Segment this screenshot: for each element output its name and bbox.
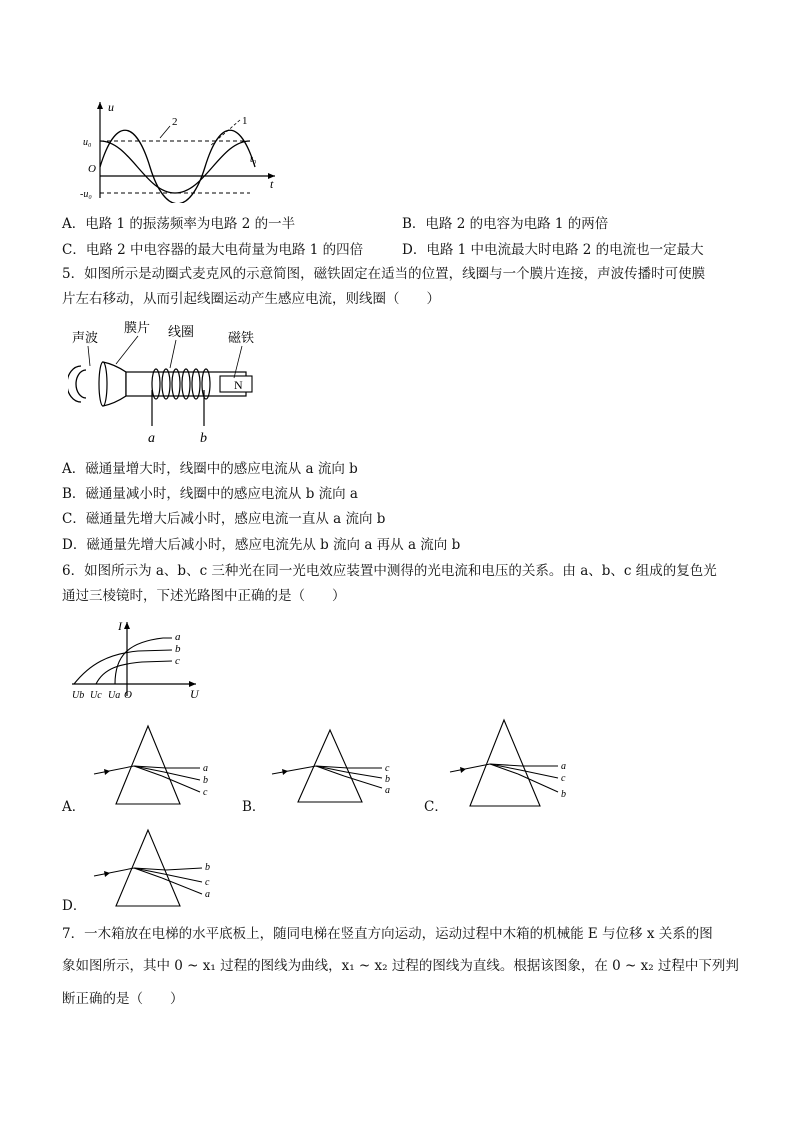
curve-1	[100, 141, 250, 193]
q5-stem-line2: 片左右移动，从而引起线圈运动产生感应电流，则线圈（ ）	[62, 291, 440, 307]
ua-label: Ua	[108, 690, 121, 700]
prism-d-ray-2: c	[205, 877, 210, 888]
prism-a-ray-3: c	[203, 787, 208, 798]
u0-label: u₀	[83, 137, 92, 148]
iv-curve-c	[96, 661, 172, 684]
q6-stem-line2: 通过三棱镜时，下述光路图中正确的是（ ）	[62, 588, 346, 604]
axis-i-label: I	[118, 619, 122, 633]
axis-u-label: u	[108, 100, 114, 114]
q7-stem-line1: 7．一木箱放在电梯的水平底板上，随同电梯在竖直方向运动，运动过程中木箱的机械能 E 与位移 x 关系的图	[62, 926, 713, 942]
axis-t-label: t	[270, 177, 274, 191]
membrane-label: 膜片	[124, 320, 151, 335]
curve-c-label: c	[175, 655, 180, 667]
prism-b-ray-1: c	[385, 763, 390, 774]
ub-label: Ub	[72, 690, 85, 700]
q4-option-b: B．电路 2 的电容为电路 1 的两倍	[402, 216, 609, 232]
coil-label: 线圈	[168, 324, 195, 339]
q5-option-a: A．磁通量增大时，线圈中的感应电流从 a 流向 b	[62, 461, 358, 477]
prism-d-ray-3: a	[205, 889, 210, 900]
magnet-label: 磁铁	[228, 330, 255, 345]
q4-option-d: D．电路 1 中电流最大时电路 2 的电流也一定最大	[402, 242, 704, 258]
prism-c-ray-1: a	[561, 761, 566, 772]
prism-diagram-a	[90, 722, 230, 808]
q5-option-b: B．磁通量减小时，线圈中的感应电流从 b 流向 a	[62, 486, 358, 502]
q7-stem-line3: 断正确的是（ ）	[62, 991, 184, 1007]
curve-b-label: b	[175, 643, 181, 655]
axis-u-label: U	[190, 687, 199, 700]
sound-wave-label: 声波	[72, 330, 99, 345]
lead-a-label: a	[148, 431, 155, 446]
q4-option-c: C．电路 2 中电容器的最大电荷量为电路 1 的四倍	[62, 242, 364, 258]
prism-b-ray-2: b	[385, 774, 390, 785]
curve-2-label: 2	[172, 116, 178, 128]
north-label: N	[234, 378, 243, 392]
q5-option-c: C．磁通量先增大后减小时，感应电流一直从 a 流向 b	[62, 511, 386, 527]
prism-d-ray-1: b	[205, 862, 210, 873]
uc-label: Uc	[90, 690, 102, 700]
q7-stem-line2: 象如图所示，其中 0 ~ x₁ 过程的图线为曲线，x₁ ~ x₂ 过程的图线为直线。根据该图象，在 0 ~ x₂ 过程中下列判	[62, 958, 739, 974]
prism-a-ray-2: b	[203, 775, 208, 786]
microphone-figure	[68, 318, 278, 448]
lead-b-label: b	[200, 431, 207, 446]
choice-a-label: A．	[62, 799, 86, 815]
curve-1-label: 1	[242, 115, 248, 127]
curve-a-label: a	[175, 631, 181, 643]
prism-diagram-c	[446, 714, 586, 808]
choice-c-label: C．	[424, 799, 448, 815]
choice-b-label: B．	[242, 799, 266, 815]
choice-d-label: D．	[62, 898, 87, 914]
q5-stem-line1: 5．如图所示是动圈式麦克风的示意简图，磁铁固定在适当的位置，线圈与一个膜片连接，声波传播时可使膜	[62, 266, 706, 282]
iv-graph	[68, 618, 208, 700]
q5-option-d: D．磁通量先增大后减小时，感应电流先从 b 流向 a 再从 a 流向 b	[62, 537, 461, 553]
prism-diagram-d	[90, 828, 230, 908]
prism-b-ray-3: a	[385, 785, 390, 796]
prism-diagram-b	[268, 722, 408, 808]
q4-option-a: A．电路 1 的振荡频率为电路 2 的一半	[62, 216, 296, 232]
prism-c-ray-3: b	[561, 789, 566, 800]
q6-stem-line1: 6．如图所示为 a、b、c 三种光在同一光电效应装置中测得的光电流和电压的关系。由 a、b、c 组成的复色光	[62, 563, 717, 579]
t0-label: t₀	[250, 154, 257, 165]
prism-c-ray-2: c	[561, 773, 566, 784]
prism-a-ray-1: a	[203, 763, 208, 774]
neg-u0-label: -u₀	[80, 189, 92, 200]
origin-label: O	[88, 163, 96, 175]
ut-graph	[80, 98, 290, 203]
iv-origin-label: O	[124, 689, 132, 700]
